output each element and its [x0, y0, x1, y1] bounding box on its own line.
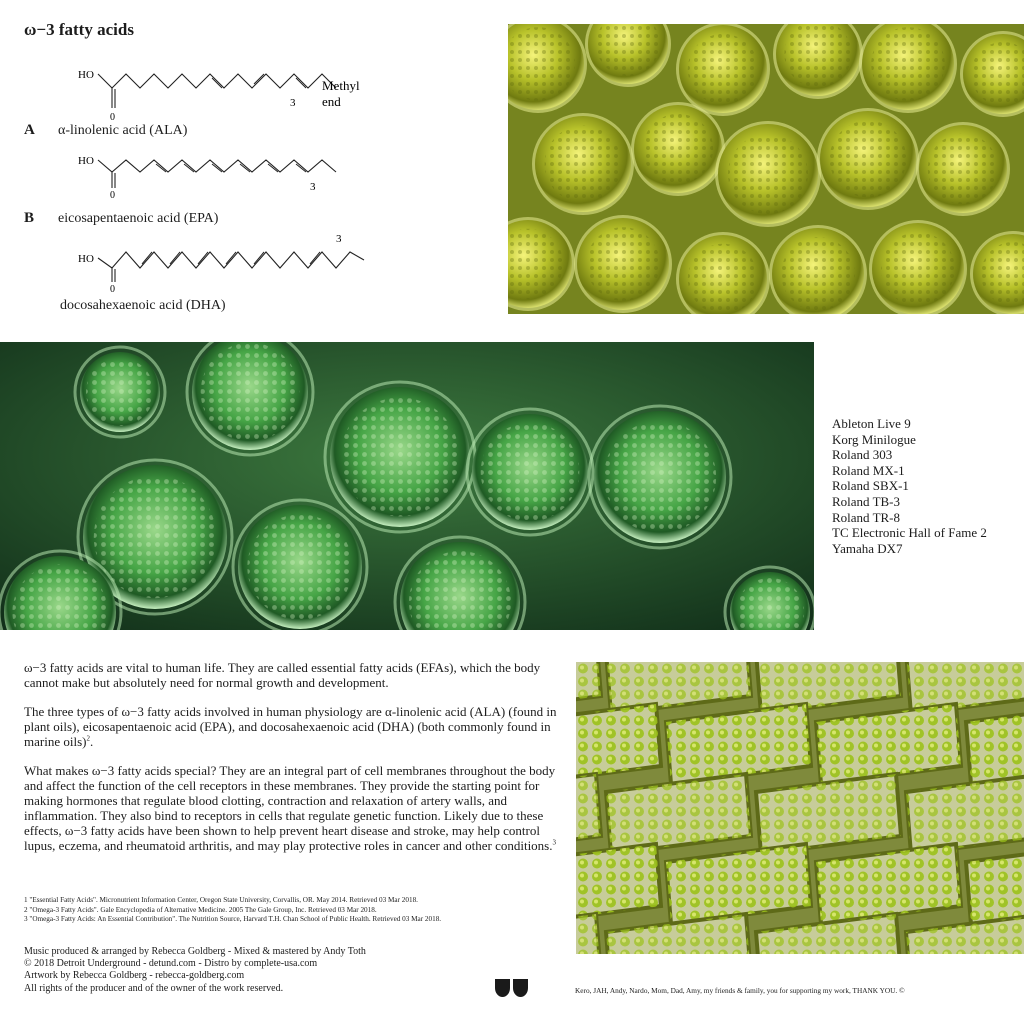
gear-item: Ableton Live 9 — [832, 416, 911, 431]
gear-item: Roland SBX-1 — [832, 478, 909, 494]
algae-photo-middle-graphic — [0, 342, 814, 630]
hydroxyl-label: HO — [78, 155, 94, 167]
cell-shape — [481, 423, 580, 522]
footnote: 3 "Omega-3 Fatty Acids: An Essential Contribution". The Nutrition Source, Harvard T.H. Chan School of Public Health. Retrieved 03 Mar 2018. — [24, 915, 442, 923]
cell-shape — [871, 27, 945, 101]
credit-line: All rights of the producer and of the owner of the work reserved. — [24, 982, 284, 994]
acid-name-epa: eicosapentaenoic acid (EPA) — [58, 211, 219, 226]
cell-shape — [728, 134, 808, 214]
cell-shape — [643, 114, 713, 184]
molecule-ala-structure — [70, 62, 390, 129]
algae-photo-top — [508, 24, 1024, 314]
molecule-epa-structure — [70, 150, 350, 205]
acid-name-dha: docosahexaenoic acid (DHA) — [60, 298, 226, 313]
acid-name-ala: α-linolenic acid (ALA) — [58, 123, 188, 138]
algae-photo-bottom-graphic — [576, 662, 1024, 954]
cell-shape — [781, 237, 855, 311]
gear-item: Yamaha DX7 — [832, 540, 903, 556]
cell-shape — [830, 121, 907, 198]
cell-shape — [201, 343, 300, 442]
cell-shape — [341, 398, 460, 517]
footnotes — [24, 896, 584, 925]
body-text — [24, 660, 572, 867]
cell-shape — [86, 358, 154, 426]
hydroxyl-label: HO — [78, 253, 94, 265]
cell-shape — [688, 244, 758, 314]
methyl-end-label: end — [322, 94, 341, 109]
paragraph-1: ω−3 fatty acids are vital to human life. They are called essential fatty acids (EFAs), which the body cannot make but absolutely need for normal growth and development. — [24, 660, 541, 690]
oxygen-label: 0 — [110, 112, 115, 123]
cell-shape — [928, 134, 998, 204]
molecule-dha-structure — [70, 230, 370, 301]
thanks-text: Kero, JAH, Andy, Nardo, Mom, Dad, Amy, my friends & family, you for supporting my work, THANK YOU. © — [575, 986, 905, 995]
cell-shape — [545, 126, 622, 203]
gear-item: Roland MX-1 — [832, 462, 905, 478]
paragraph-2: The three types of ω−3 fatty acids involved in human physiology are α-linolenic acid (ALA) (found in plant oils), eicosapentaenoic acid (EPA), and docosahexaenoic acid (DHA) (both commonly found in marine oils)$^2$. — [24, 704, 557, 749]
cell-shape — [604, 421, 716, 533]
paragraph-3: What makes ω−3 fatty acids special? They are an integral part of cell membranes throughout the body and affect the function of the cell receptors in these membranes. They provide the starting point for making hormones that regulate blood clotting, contraction and relaxation of artery walls, and inflammation. They also bind to receptors in cells that regulate genetic function. Likely due to these effects, ω−3 fatty acids have been shown to help prevent heart disease and stroke, may help control lupus, eczema, and rheumatoid arthritis, and may play protective roles in cancer and other conditions.$^3$ — [24, 763, 556, 853]
molecule-letter-b: B — [24, 210, 35, 226]
gear-item: Roland TB-3 — [832, 493, 901, 509]
omega-position-label: 3 — [290, 97, 296, 109]
omega-position-label: 3 — [336, 233, 342, 245]
gear-item: Korg Minilogue — [832, 431, 916, 447]
cell-shape — [247, 514, 352, 619]
methyl-label: Methyl — [322, 78, 360, 93]
algae-photo-bottom — [576, 662, 1024, 954]
algae-photo-top-graphic — [508, 24, 1024, 314]
cell-shape — [688, 34, 758, 104]
gear-item: Roland TR-8 — [832, 509, 901, 525]
oxygen-label: 0 — [110, 284, 115, 295]
cell-shape — [586, 227, 660, 301]
gear-list — [832, 416, 987, 556]
gear-item: TC Electronic Hall of Fame 2 — [832, 525, 987, 541]
credit-line: Music produced & arranged by Rebecca Goldberg - Mixed & mastered by Andy Toth — [24, 946, 366, 957]
oxygen-label: 0 — [110, 190, 115, 200]
cell-shape — [881, 232, 955, 306]
omega-position-label: 3 — [310, 181, 316, 193]
gear-item: Roland 303 — [832, 447, 893, 463]
algae-photo-middle — [0, 342, 814, 630]
hydroxyl-label: HO — [78, 69, 94, 81]
credit-line: Artwork by Rebecca Goldberg - rebecca-goldberg.com — [24, 970, 245, 982]
page-title: ω−3 fatty acids — [24, 20, 134, 39]
credits — [24, 946, 366, 995]
footnote: 2 "Omega-3 Fatty Acids". Gale Encyclopedia of Alternative Medicine. 2005 The Gale Group, Inc. Retrieved 03 Mar 2018. — [24, 905, 377, 914]
molecule-letter-a: A — [24, 122, 35, 138]
footnote: 1 "Essential Fatty Acids". Micronutrient Information Center, Oregon State University, Corvallis, OR. May 2014. Retrieved 03 Mar 2018. — [24, 896, 418, 904]
detroit-underground-logo — [494, 978, 530, 1003]
credit-line: © 2018 Detroit Underground - detund.com - Distro by complete-usa.com — [24, 958, 318, 970]
